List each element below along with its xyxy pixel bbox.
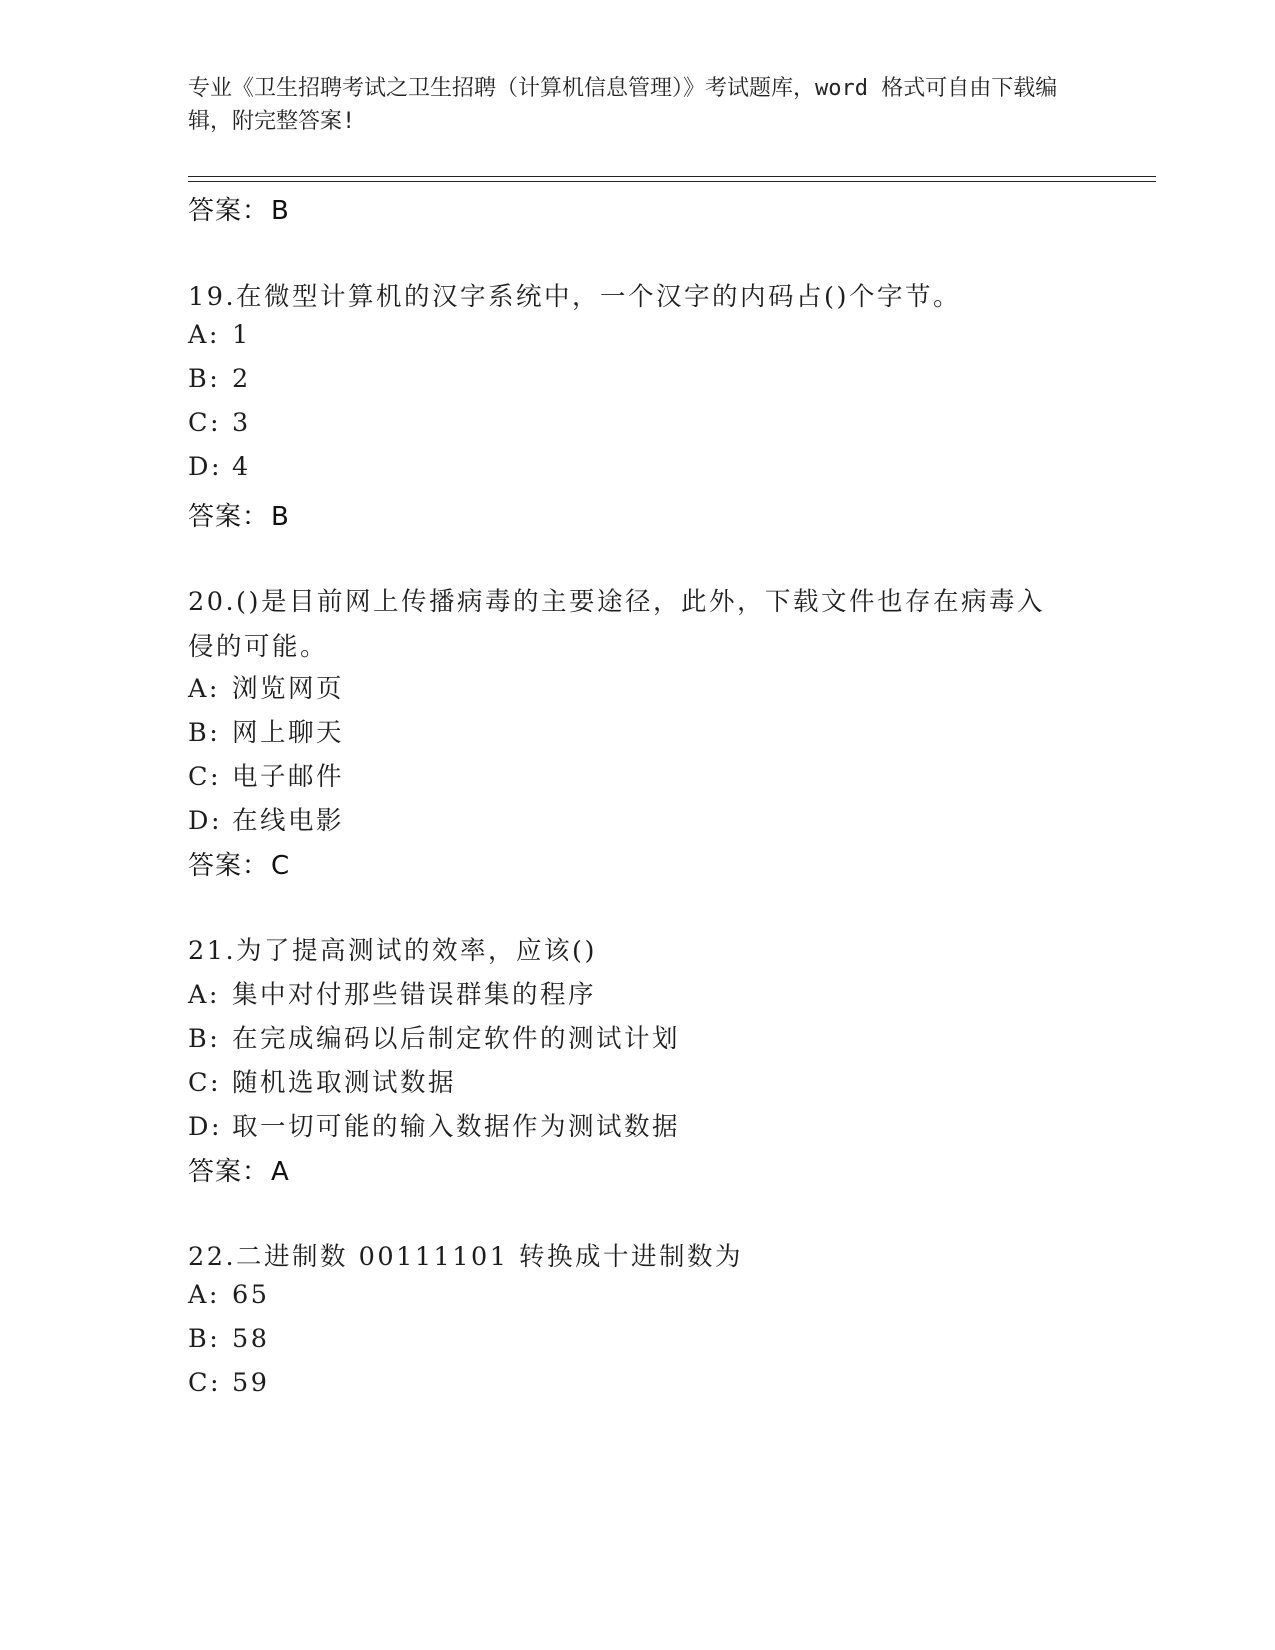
q22-option-b (188, 1324, 269, 1354)
q20-option-d (188, 801, 344, 837)
q22-option-c (188, 1368, 269, 1398)
q21-option-a (188, 975, 596, 1011)
option-key: D: (188, 806, 223, 836)
document-header: 专业《卫生招聘考试之卫生招聘（计算机信息管理）》考试题库，word 格式可自由下载编辑，附完整答案! (188, 76, 1058, 134)
q20-option-a (188, 669, 344, 705)
option-key: D: (188, 1112, 223, 1142)
option-text: 58 (232, 1324, 270, 1354)
option-text: 3 (232, 408, 251, 438)
option-key: A: (188, 320, 221, 350)
q21-option-c (188, 1063, 456, 1099)
q22-option-a (188, 1280, 269, 1310)
option-key: C: (188, 1368, 222, 1398)
option-key: D: (188, 452, 223, 482)
option-text: 网上聊天 (232, 718, 345, 748)
answer-value: A (271, 1157, 290, 1187)
question-21: 21.为了提高测试的效率，应该() (188, 936, 597, 966)
option-key: B: (188, 1024, 221, 1054)
option-text: 4 (232, 452, 251, 482)
option-text: 1 (232, 320, 251, 350)
header-rule-bottom (188, 181, 1156, 182)
option-key: C: (188, 1068, 222, 1098)
answer-label: 答案： (188, 502, 270, 532)
q20-option-c (188, 757, 344, 793)
option-text: 在完成编码以后制定软件的测试计划 (232, 1024, 681, 1054)
answer-label: 答案： (188, 1157, 270, 1187)
question-22: 22.二进制数 00111101 转换成十进制数为 (188, 1242, 744, 1272)
q19-option-d (188, 452, 251, 482)
answer-value: C (271, 851, 291, 881)
option-text: 浏览网页 (232, 674, 345, 704)
question-19: 19.在微型计算机的汉字系统中，一个汉字的内码占()个字节。 (188, 282, 961, 312)
q19-option-b (188, 364, 251, 394)
q19-option-c (188, 408, 251, 438)
option-key: B: (188, 718, 221, 748)
answer-label: 答案： (188, 196, 270, 226)
option-text: 随机选取测试数据 (232, 1068, 457, 1098)
answer-line (188, 845, 290, 882)
answer-line (188, 496, 290, 533)
q21-option-b (188, 1019, 680, 1055)
option-text: 集中对付那些错误群集的程序 (232, 980, 597, 1010)
option-text: 电子邮件 (232, 762, 345, 792)
q20-option-b (188, 713, 344, 749)
option-text: 65 (232, 1280, 270, 1310)
q19-option-a (188, 320, 251, 350)
option-key: C: (188, 408, 222, 438)
option-key: A: (188, 980, 221, 1010)
header-rule-top (188, 176, 1156, 177)
answer-line (188, 1151, 290, 1188)
option-key: C: (188, 762, 222, 792)
answer-value: B (271, 196, 290, 226)
answer-value: B (271, 502, 290, 532)
option-key: A: (188, 674, 221, 704)
option-text: 取一切可能的输入数据作为测试数据 (232, 1112, 681, 1142)
option-key: A: (188, 1280, 221, 1310)
answer-line (188, 190, 290, 227)
option-text: 59 (232, 1368, 270, 1398)
answer-label: 答案： (188, 851, 270, 881)
option-text: 2 (232, 364, 251, 394)
option-text: 在线电影 (232, 806, 345, 836)
q21-option-d (188, 1107, 680, 1143)
option-key: B: (188, 1324, 221, 1354)
option-key: B: (188, 364, 221, 394)
question-20: 20.()是目前网上传播病毒的主要途径，此外，下载文件也存在病毒入侵的可能。 (188, 587, 1045, 662)
